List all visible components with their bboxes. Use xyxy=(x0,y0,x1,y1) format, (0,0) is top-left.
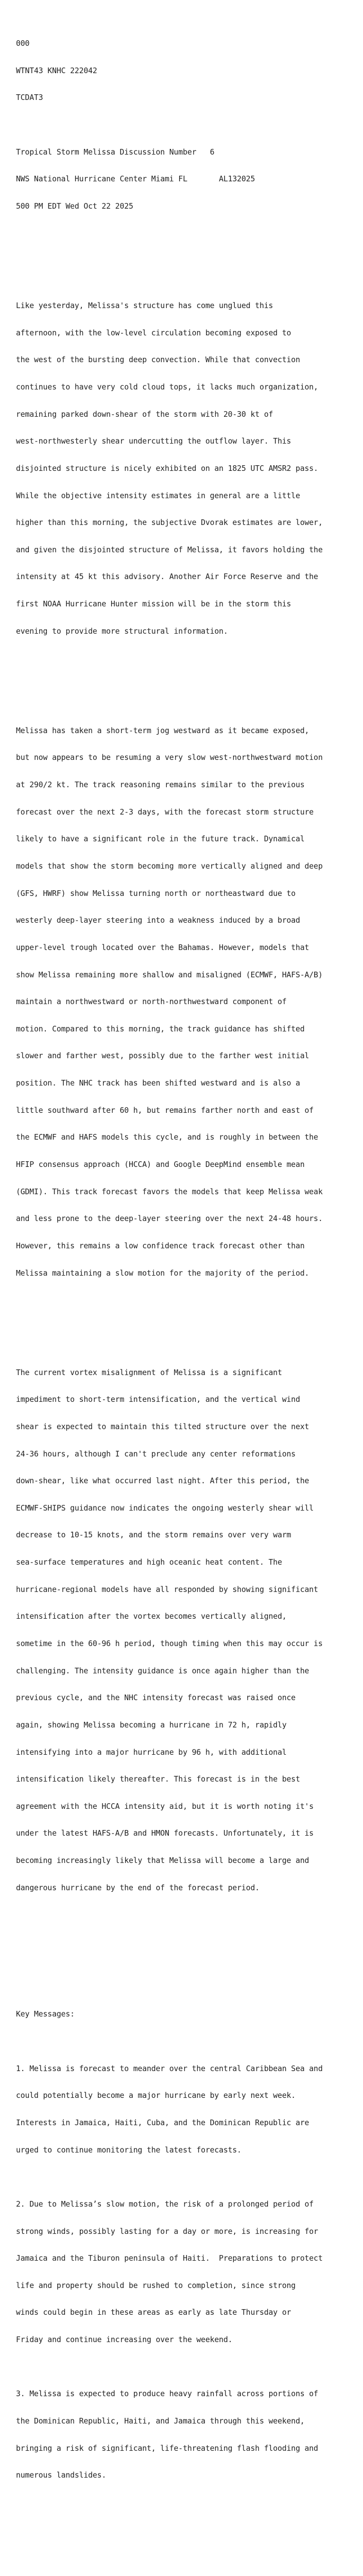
text-line: higher than this morning, the subjective Dvorak estimates are lower, xyxy=(16,518,323,528)
text-line: challenging. The intensity guidance is once again higher than the xyxy=(16,1666,309,1675)
key-message-3: 3. Melissa is expected to produce heavy rainfall across portions of xyxy=(16,2389,318,2399)
text-line: intensifying into a major hurricane by 96 h, with additional xyxy=(16,1748,287,1757)
discussion-document xyxy=(16,3,361,2576)
text-line: strong winds, possibly lasting for a day or more, is increasing for xyxy=(16,2227,318,2236)
text-line: hurricane-regional models have all responded by showing significant xyxy=(16,1585,318,1594)
text-line: position. The NHC track has been shifted westward and is also a xyxy=(16,1079,300,1088)
text-line: at 290/2 kt. The track reasoning remains similar to the previous xyxy=(16,781,305,790)
text-line: down-shear, like what occurred last night. After this period, the xyxy=(16,1477,309,1486)
text-line xyxy=(16,2363,361,2372)
issuing-office: NWS National Hurricane Center Miami FL AL132025 xyxy=(16,175,255,184)
text-line: dangerous hurricane by the end of the forecast period. xyxy=(16,1883,260,1892)
key-message-1: 1. Melissa is forecast to meander over the central Caribbean Sea and xyxy=(16,2064,323,2073)
text-line: disjointed structure is nicely exhibited on an 1825 UTC AMSR2 pass. xyxy=(16,464,318,473)
text-line: the ECMWF and HAFS models this cycle, and is roughly in between the xyxy=(16,1133,318,1142)
paragraph-track xyxy=(16,708,361,1323)
text-line: the Dominican Republic, Haiti, and Jamaica through this weekend, xyxy=(16,2417,305,2426)
text-line: and less prone to the deep-layer steering over the next 24-48 hours. xyxy=(16,1214,323,1224)
text-line: (GDMI). This track forecast favors the models that keep Melissa weak xyxy=(16,1187,323,1196)
text-line xyxy=(16,654,361,663)
text-line: impediment to short-term intensification, and the vertical wind xyxy=(16,1395,300,1404)
text-line: under the latest HAFS-A/B and HMON forecasts. Unfortunately, it is xyxy=(16,1829,314,1838)
text-line: intensity at 45 kt this advisory. Another Air Force Reserve and the xyxy=(16,572,318,582)
text-line: but now appears to be resuming a very slow west-northwestward motion xyxy=(16,753,323,762)
text-line: HFIP consensus approach (HCCA) and Google DeepMind ensemble mean xyxy=(16,1160,305,1169)
text-line: Friday and continue increasing over the weekend. xyxy=(16,2335,233,2345)
text-line: models that show the storm becoming more vertically aligned and deep xyxy=(16,861,323,871)
text-line: becoming increasingly likely that Melissa will become a large and xyxy=(16,1856,309,1866)
text-line: winds could begin in these areas as early as late Thursday or xyxy=(16,2308,291,2317)
text-line: maintain a northwestward or north-northwestward component of xyxy=(16,997,287,1007)
issue-time: 500 PM EDT Wed Oct 22 2025 xyxy=(16,202,133,211)
header-line xyxy=(16,121,361,130)
text-line: westerly deep-layer steering into a weakness induced by a broad xyxy=(16,916,300,925)
header-line: 000 xyxy=(16,39,30,48)
header-line: TCDAT3 xyxy=(16,93,43,103)
text-line: Melissa maintaining a slow motion for the majority of the period. xyxy=(16,1268,309,1278)
header-line: WTNT43 KNHC 222042 xyxy=(16,66,97,75)
text-line: little southward after 60 h, but remains farther north and east of xyxy=(16,1106,314,1115)
text-line: evening to provide more structural information. xyxy=(16,626,228,636)
text-line: could potentially become a major hurricane by early next week. xyxy=(16,2091,296,2100)
key-messages-heading: Key Messages: xyxy=(16,2010,75,2019)
header-block xyxy=(16,21,361,256)
paragraph-intensity-structure xyxy=(16,283,361,681)
text-line xyxy=(16,2498,361,2507)
text-line xyxy=(16,1910,361,1920)
text-line: continues to have very cold cloud tops, it lacks much organization, xyxy=(16,382,318,392)
text-line: Like yesterday, Melissa's structure has come unglued this xyxy=(16,301,273,311)
text-line: previous cycle, and the NHC intensity forecast was raised once xyxy=(16,1693,296,1703)
text-line: show Melissa remaining more shallow and misaligned (ECMWF, HAFS-A/B) xyxy=(16,970,323,979)
text-line: bringing a risk of significant, life-threatening flash flooding and xyxy=(16,2444,318,2453)
text-line: motion. Compared to this morning, the track guidance has shifted xyxy=(16,1024,305,1033)
text-line xyxy=(16,1938,361,1947)
text-line: likely to have a significant role in the future track. Dynamical xyxy=(16,835,305,844)
text-line: sometime in the 60-96 h period, though timing when this may occur is xyxy=(16,1639,323,1648)
text-line xyxy=(16,2173,361,2182)
text-line xyxy=(16,2037,361,2046)
text-line: urged to continue monitoring the latest forecasts. xyxy=(16,2145,241,2155)
header-line xyxy=(16,229,361,239)
key-messages xyxy=(16,1992,361,2552)
paragraph-intensity-forecast xyxy=(16,1350,361,1964)
text-line: (GFS, HWRF) show Melissa turning north or northeastward due to xyxy=(16,889,296,898)
text-line: upper-level trough located over the Bahamas. However, models that xyxy=(16,943,309,952)
text-line: numerous landslides. xyxy=(16,2471,107,2480)
text-line: sea-surface temperatures and high oceanic heat content. The xyxy=(16,1558,282,1567)
text-line: forecast over the next 2-3 days, with the forecast storm structure xyxy=(16,807,314,817)
text-line: Melissa has taken a short-term jog westward as it became exposed, xyxy=(16,726,309,735)
text-line: agreement with the HCCA intensity aid, but it is worth noting it's xyxy=(16,1802,314,1811)
text-line: The current vortex misalignment of Melissa is a significant xyxy=(16,1368,282,1377)
text-line: remaining parked down-shear of the storm with 20-30 kt of xyxy=(16,410,273,419)
text-line: While the objective intensity estimates in general are a little xyxy=(16,491,300,500)
text-line: the west of the bursting deep convection. While that convection xyxy=(16,355,300,365)
text-line: afternoon, with the low-level circulation becoming exposed to xyxy=(16,328,291,337)
text-line: 24-36 hours, although I can't preclude any center reformations xyxy=(16,1449,296,1459)
text-line: intensification likely thereafter. This forecast is in the best xyxy=(16,1775,300,1784)
text-line: and given the disjointed structure of Melissa, it favors holding the xyxy=(16,545,323,554)
text-line: shear is expected to maintain this tilted structure over the next xyxy=(16,1422,309,1431)
text-line: west-northwesterly shear undercutting the outflow layer. This xyxy=(16,437,291,446)
text-line: first NOAA Hurricane Hunter mission will be in the storm this xyxy=(16,600,291,609)
key-message-2: 2. Due to Melissa’s slow motion, the risk of a prolonged period of xyxy=(16,2199,314,2209)
text-line: intensification after the vortex becomes vertically aligned, xyxy=(16,1612,287,1621)
text-line: again, showing Melissa becoming a hurricane in 72 h, rapidly xyxy=(16,1720,287,1730)
discussion-title: Tropical Storm Melissa Discussion Number 6 xyxy=(16,147,215,157)
text-line xyxy=(16,1296,361,1305)
text-line: Jamaica and the Tiburon peninsula of Haiti. Preparations to protect xyxy=(16,2254,323,2263)
text-line: Interests in Jamaica, Haiti, Cuba, and the Dominican Republic are xyxy=(16,2118,309,2127)
text-line: However, this remains a low confidence track forecast other than xyxy=(16,1241,305,1250)
text-line: life and property should be rushed to completion, since strong xyxy=(16,2281,296,2290)
text-line: slower and farther west, possibly due to the farther west initial xyxy=(16,1052,309,1061)
text-line: ECMWF-SHIPS guidance now indicates the ongoing westerly shear will xyxy=(16,1503,314,1513)
text-line: decrease to 10-15 knots, and the storm remains over very warm xyxy=(16,1531,291,1540)
text-line xyxy=(16,2526,361,2535)
